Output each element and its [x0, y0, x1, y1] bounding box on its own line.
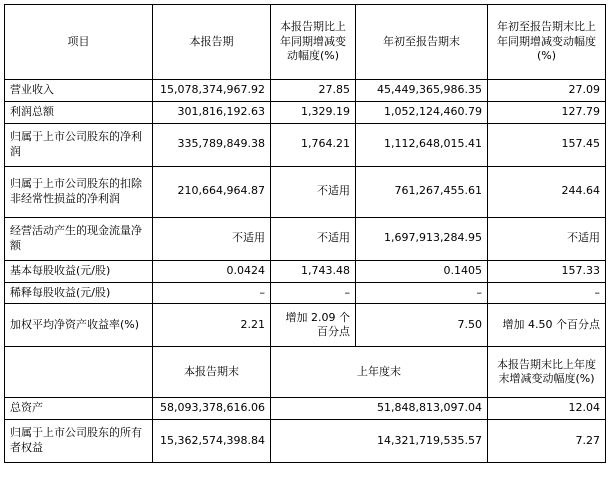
row-label: 利润总额 — [5, 101, 153, 123]
row-value-ytd: 45,449,365,986.35 — [356, 80, 488, 102]
financial-summary-sheet — [0, 4, 609, 496]
row-value-current-change: 不适用 — [271, 166, 356, 217]
row-value-prior-year-end: 14,321,719,535.57 — [271, 420, 488, 463]
row-value-current-period-end: 58,093,378,616.06 — [153, 398, 271, 420]
row-label: 归属于上市公司股东的净利润 — [5, 123, 153, 166]
row-value-ytd: 761,267,455.61 — [356, 166, 488, 217]
row-value-ytd: 1,052,124,460.79 — [356, 101, 488, 123]
row-value-current-change: 1,329.19 — [271, 101, 356, 123]
table-row — [5, 80, 606, 102]
row-value-current: 301,816,192.63 — [153, 101, 271, 123]
row-label: 基本每股收益(元/股) — [5, 260, 153, 282]
row-value-current-change: 增加 2.09 个百分点 — [271, 304, 356, 347]
row-value-current: 不适用 — [153, 217, 271, 260]
second-header-row — [5, 347, 606, 398]
row-value-current-change: – — [271, 282, 356, 304]
table-row — [5, 304, 606, 347]
row-value-ytd-change: 27.09 — [488, 80, 606, 102]
row-value-current-change: 1,743.48 — [271, 260, 356, 282]
row-label: 加权平均净资产收益率(%) — [5, 304, 153, 347]
row-value-current: – — [153, 282, 271, 304]
table-row — [5, 260, 606, 282]
second-header-prior-year-end: 上年度末 — [271, 347, 488, 398]
row-value-ytd-change: 不适用 — [488, 217, 606, 260]
table-row — [5, 101, 606, 123]
row-label: 经营活动产生的现金流量净额 — [5, 217, 153, 260]
row-label: 归属于上市公司股东的扣除非经常性损益的净利润 — [5, 166, 153, 217]
table-row — [5, 282, 606, 304]
table-row — [5, 123, 606, 166]
row-value-ytd: 1,697,913,284.95 — [356, 217, 488, 260]
column-header-item: 项目 — [5, 5, 153, 80]
column-header-ytd: 年初至报告期末 — [356, 5, 488, 80]
row-value-current: 210,664,964.87 — [153, 166, 271, 217]
row-value-current-period-end: 15,362,574,398.84 — [153, 420, 271, 463]
row-value-current-change: 27.85 — [271, 80, 356, 102]
second-header-current-period-end: 本报告期末 — [153, 347, 271, 398]
row-value-prior-year-end: 51,848,813,097.04 — [271, 398, 488, 420]
row-label: 营业收入 — [5, 80, 153, 102]
row-value-current: 335,789,849.38 — [153, 123, 271, 166]
financial-summary-table — [4, 4, 606, 463]
column-header-current-period-change: 本报告期比上年同期增减变动幅度(%) — [271, 5, 356, 80]
row-value-current: 2.21 — [153, 304, 271, 347]
row-label: 归属于上市公司股东的所有者权益 — [5, 420, 153, 463]
row-value-ytd-change: 157.45 — [488, 123, 606, 166]
row-value-current: 15,078,374,967.92 — [153, 80, 271, 102]
table-row — [5, 420, 606, 463]
row-value-ytd: 7.50 — [356, 304, 488, 347]
second-header-blank — [5, 347, 153, 398]
table-header-row — [5, 5, 606, 80]
second-header-change: 本报告期末比上年度末增减变动幅度(%) — [488, 347, 606, 398]
row-value-current: 0.0424 — [153, 260, 271, 282]
row-label: 稀释每股收益(元/股) — [5, 282, 153, 304]
table-row — [5, 166, 606, 217]
row-label: 总资产 — [5, 398, 153, 420]
row-value-change: 7.27 — [488, 420, 606, 463]
row-value-ytd-change: 244.64 — [488, 166, 606, 217]
column-header-current-period: 本报告期 — [153, 5, 271, 80]
row-value-ytd-change: 127.79 — [488, 101, 606, 123]
row-value-current-change: 不适用 — [271, 217, 356, 260]
table-row — [5, 398, 606, 420]
column-header-ytd-change: 年初至报告期末比上年同期增减变动幅度(%) — [488, 5, 606, 80]
row-value-ytd-change: 157.33 — [488, 260, 606, 282]
row-value-current-change: 1,764.21 — [271, 123, 356, 166]
row-value-ytd-change: – — [488, 282, 606, 304]
row-value-ytd: 0.1405 — [356, 260, 488, 282]
table-row — [5, 217, 606, 260]
row-value-ytd-change: 增加 4.50 个百分点 — [488, 304, 606, 347]
row-value-change: 12.04 — [488, 398, 606, 420]
row-value-ytd: – — [356, 282, 488, 304]
row-value-ytd: 1,112,648,015.41 — [356, 123, 488, 166]
